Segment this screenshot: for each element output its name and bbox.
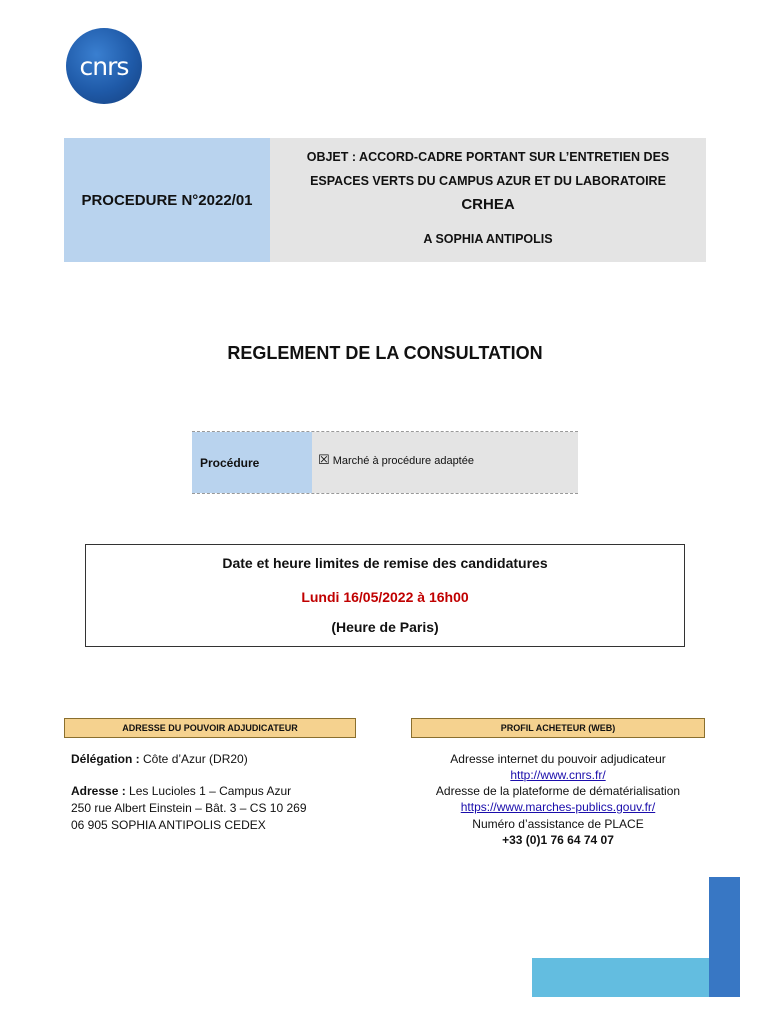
address-value-1: Les Lucioles 1 – Campus Azur (125, 784, 292, 798)
delegation-line (71, 752, 248, 766)
left-column-heading: ADRESSE DU POUVOIR ADJUDICATEUR (64, 718, 356, 738)
decorative-bar-light (532, 958, 711, 997)
procedure-label: Procédure (192, 432, 312, 493)
delegation-value: Côte d’Azur (DR20) (139, 752, 248, 766)
object-line-2: ESPACES VERTS DU CAMPUS AZUR ET DU LABORATOIRE (310, 174, 666, 188)
deadline-heading: Date et heure limites de remise des candidatures (222, 555, 548, 571)
logo-text: cnrs (79, 51, 129, 81)
deadline-date: Lundi 16/05/2022 à 16h00 (301, 589, 469, 605)
cnrs-link[interactable]: http://www.cnrs.fr/ (510, 768, 606, 782)
right-column-heading: PROFIL ACHETEUR (WEB) (411, 718, 705, 738)
checked-box-icon: ☒ (318, 452, 330, 467)
address-label: Adresse : (71, 784, 126, 798)
cnrs-link-wrap (411, 768, 705, 782)
object-line-3: CRHEA (461, 196, 515, 213)
deadline-box (85, 544, 685, 647)
buyer-line-2: Adresse de la plateforme de dématérialisation (435, 784, 681, 798)
cnrs-logo (66, 28, 142, 104)
delegation-label: Délégation : (71, 752, 140, 766)
procedure-box (192, 431, 578, 494)
procedure-value-cell (312, 432, 578, 493)
address-line-3: 06 905 SOPHIA ANTIPOLIS CEDEX (71, 818, 266, 832)
procedure-value: Marché à procédure adaptée (332, 455, 474, 467)
object-line-4: A SOPHIA ANTIPOLIS (423, 232, 553, 246)
procedure-number-cell (64, 138, 270, 262)
page-title: REGLEMENT DE LA CONSULTATION (227, 343, 543, 363)
address-line-1 (71, 784, 291, 798)
object-line-1: OBJET : ACCORD-CADRE PORTANT SUR L’ENTRETIEN DES (306, 150, 670, 164)
object-cell (270, 138, 706, 262)
buyer-line-1: Adresse internet du pouvoir adjudicateur (450, 752, 666, 766)
decorative-bar-dark (709, 877, 740, 997)
procedure-number: PROCEDURE N°2022/01 (81, 191, 253, 209)
buyer-line-3: Numéro d’assistance de PLACE (472, 817, 644, 831)
platform-link-wrap (411, 800, 705, 814)
address-line-2: 250 rue Albert Einstein – Bât. 3 – CS 10 269 (71, 801, 307, 815)
deadline-timezone: (Heure de Paris) (331, 619, 439, 635)
support-phone: +33 (0)1 76 64 74 07 (502, 833, 614, 847)
platform-link[interactable]: https://www.marches-publics.gouv.fr/ (460, 800, 656, 814)
